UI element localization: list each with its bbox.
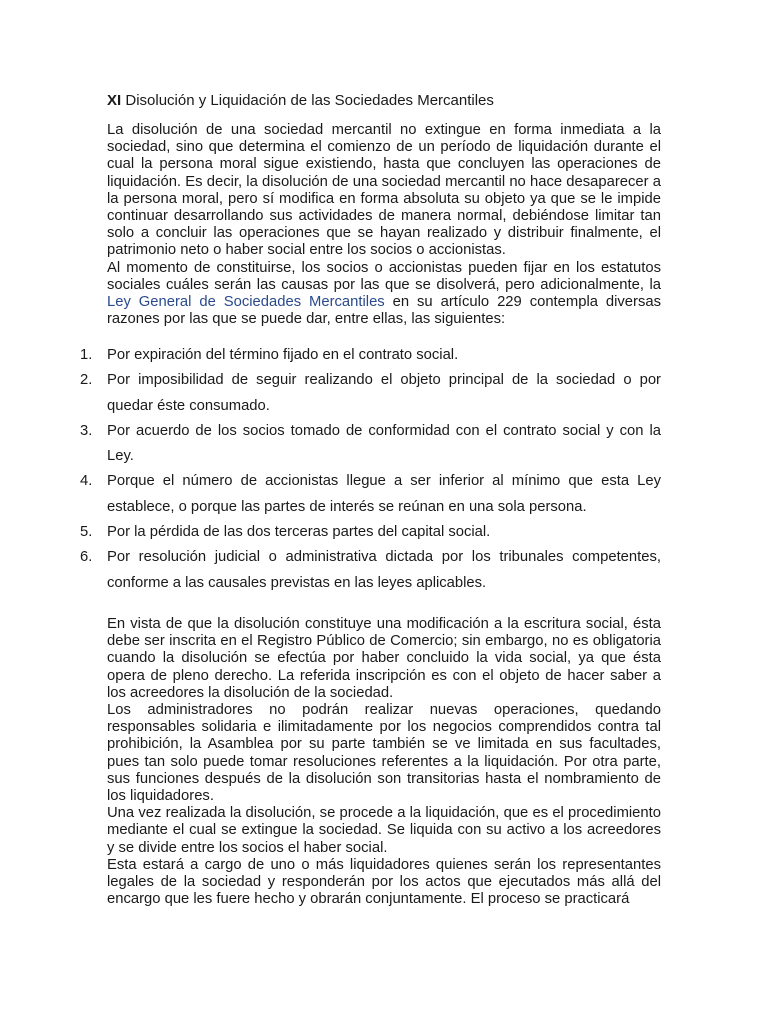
intro-paragraph-1: La disolución de una sociedad mercantil no extingue en forma inmediata a la sociedad, sino que determina el comienzo de un período de liquidación durante el cual la persona moral sigue existiendo, hasta que concluyen las operaciones de liquidación. Es decir, la disolución de una sociedad mercantil no hace desaparecer a la persona moral, pero sí modifica en forma absoluta su objeto ya que se le impide continuar desarrollando sus actividades de manera normal, debiéndose limitar tan solo a concluir las operaciones que se hayan realizado y distribuir finalmente, el patrimonio neto o haber social entre los socios o accionistas. [107,122,661,259]
list-item-text: Por expiración del término fijado en el contrato social. [107,347,459,363]
list-item [80,343,661,368]
list-item-number: 1. [80,347,93,363]
intro-section [107,122,661,328]
body-paragraph-4: Esta estará a cargo de uno o más liquidadores quienes serán los representantes legales de la sociedad y responderán por los actos que ejecutados más allá del encargo que les fuere hecho y obrarán conjuntamente. El proceso se practicará [107,856,661,908]
list-item-number: 4. [80,473,93,490]
list-item [80,419,661,470]
list-item-text: Por resolución judicial o administrativa dictada por los tribunales competentes, conforme a las causales previstas en las leyes aplicables. [107,549,661,591]
list-item-number: 5. [80,524,93,541]
list-item-number: 6. [80,549,93,566]
list-item-text: Por la pérdida de las dos terceras partes del capital social. [107,524,491,541]
section-number: XI [107,92,122,109]
intro-paragraph-2 [107,260,661,329]
section-title [107,92,494,110]
list-item-number: 2. [80,372,93,389]
intro-paragraph-2-end: en su artículo 229 contempla diversas razones por las que se puede dar, entre ellas, las siguientes: [107,294,661,328]
list-item-text: Por acuerdo de los socios tomado de conformidad con el contrato social y con la Ley. [107,422,661,465]
intro-paragraph-2-start: Al momento de constituirse, los socios o accionistas pueden fijar en los estatutos sociales cuáles serán las causas por las que se disolverá, pero adicionalmente, la [107,259,661,293]
law-link[interactable]: Ley General de Sociedades Mercantiles [107,294,385,311]
body-paragraph-1: En vista de que la disolución constituye una modificación a la escritura social, ésta debe ser inscrita en el Registro Público de Comercio; sin embargo, no es obligatoria cuando la disolución se efectúa por haber concluido la vida social, ya que ésta opera de pleno derecho. La referida inscripción es con el objeto de hacer saber a los acreedores la disolución de la sociedad. [107,616,661,701]
causes-list [80,343,661,596]
list-item [80,368,661,419]
list-item [80,469,661,520]
list-item [80,545,661,596]
list-item-text: Porque el número de accionistas llegue a ser inferior al mínimo que esta Ley establece, o porque las partes de interés se reúnan en una sola persona. [107,473,661,515]
list-item [80,520,661,545]
body-paragraph-3: Una vez realizada la disolución, se procede a la liquidación, que es el procedimiento mediante el cual se extingue la sociedad. Se liquida con su activo a los acreedores y se divide entre los socios el haber social. [107,805,661,856]
list-item-text: Por imposibilidad de seguir realizando el objeto principal de la sociedad o por quedar éste consumado. [107,372,661,414]
body-paragraph-2: Los administradores no podrán realizar nuevas operaciones, quedando responsables solidaria e ilimitadamente por los negocios comprendidos contra tal prohibición, la Asamblea por su parte también se ve limitada en sus facultades, pues tan solo puede tomar resoluciones referentes a la liquidación. Por otra parte, sus funciones después de la disolución son transitorias hasta el nombramiento de los liquidadores. [107,702,661,805]
body-section [107,616,661,908]
list-item-number: 3. [80,422,93,439]
section-title-text: Disolución y Liquidación de las Sociedades Mercantiles [121,92,494,109]
